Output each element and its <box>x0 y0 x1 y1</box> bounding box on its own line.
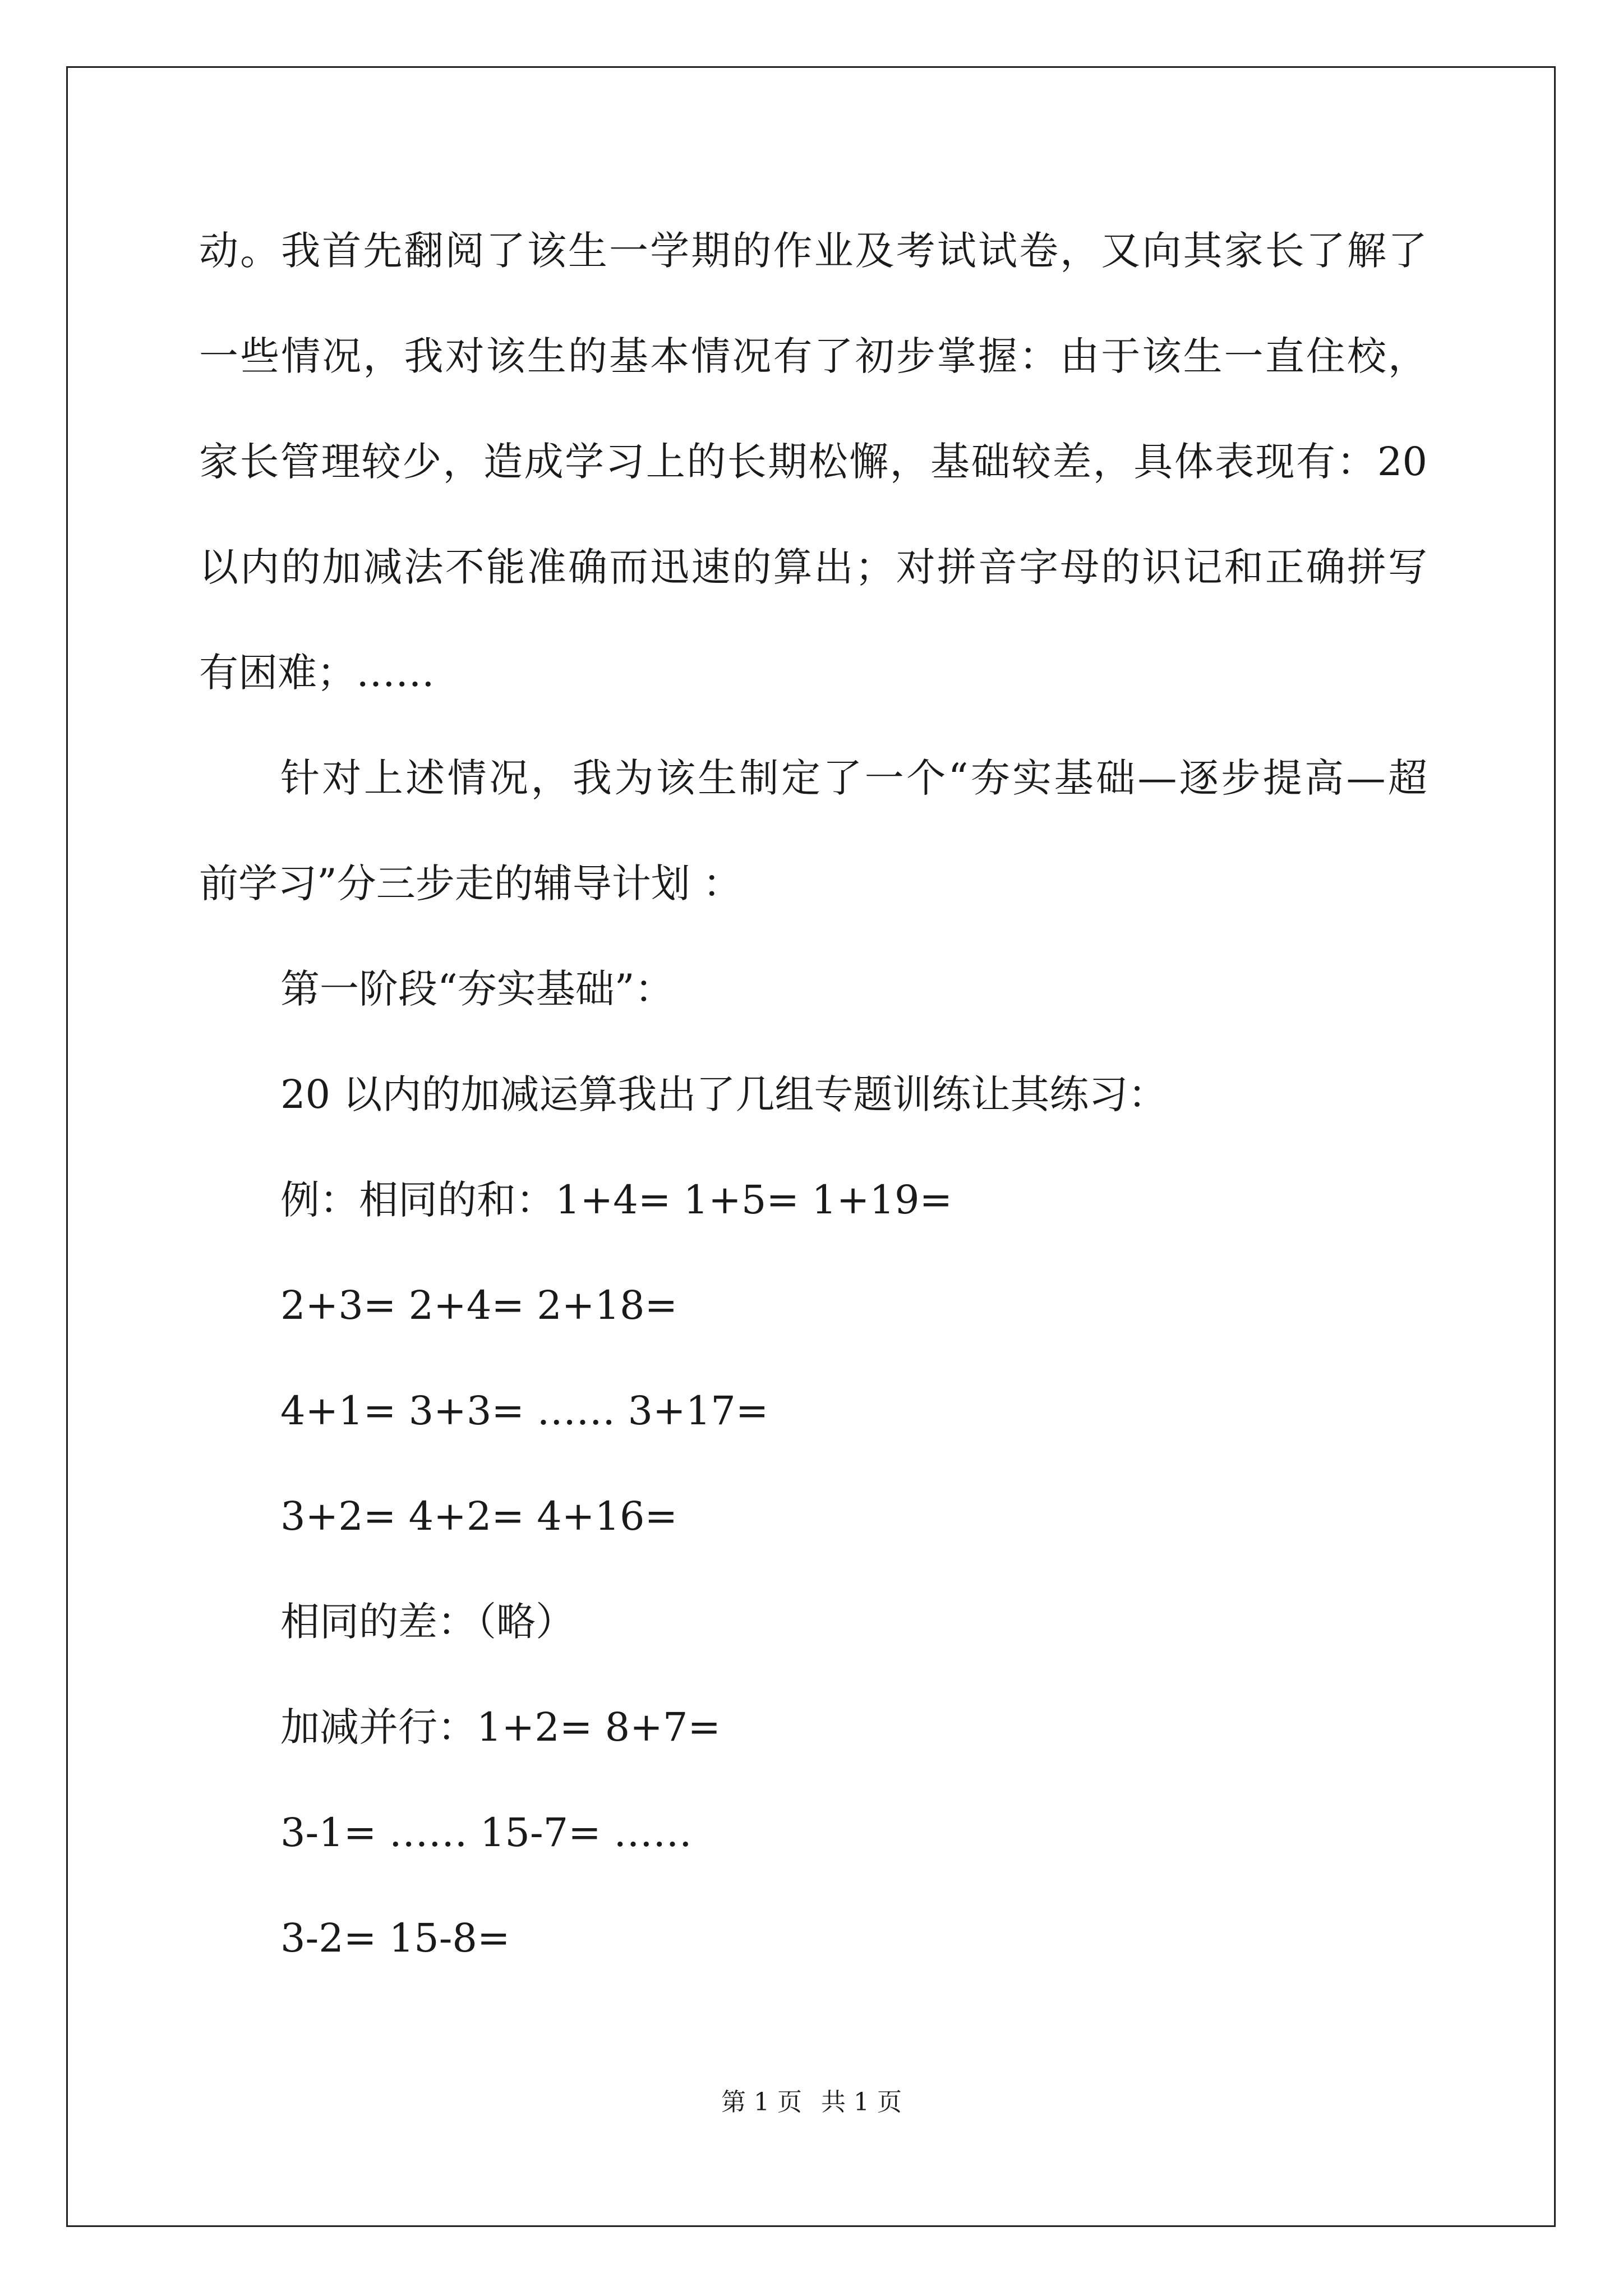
page-number: 第 1 页 <box>721 2088 802 2116</box>
paragraph-line-6: 针对上述情况，我为该生制定了一个“夯实基础—逐步提高—超 <box>280 755 1427 801</box>
paragraph-line-5: 有困难；…… <box>199 650 435 696</box>
exercise-line: 相同的差：（略） <box>280 1599 575 1645</box>
exercise-line: 3-2= 15-8= <box>280 1915 510 1961</box>
section-heading: 第一阶段“夯实基础”： <box>280 966 674 1012</box>
page-footer <box>0 2086 1623 2119</box>
exercise-line: 加减并行：1+2= 8+7= <box>280 1704 721 1750</box>
exercise-line: 3-1= …… 15-7= …… <box>280 1810 693 1856</box>
exercise-intro: 20 以内的加减运算我出了几组专题训练让其练习： <box>280 1071 1168 1117</box>
exercise-line: 3+2= 4+2= 4+16= <box>280 1493 678 1539</box>
page-total: 共 1 页 <box>821 2088 902 2116</box>
paragraph-line-4: 以内的加减法不能准确而迅速的算出；对拼音字母的识记和正确拼写 <box>199 544 1427 590</box>
paragraph-line-1: 动。我首先翻阅了该生一学期的作业及考试试卷，又向其家长了解了 <box>199 228 1427 274</box>
page-border <box>66 66 1556 2227</box>
exercise-line: 4+1= 3+3= …… 3+17= <box>280 1388 769 1434</box>
paragraph-line-2: 一些情况，我对该生的基本情况有了初步掌握：由于该生一直住校， <box>199 333 1427 379</box>
exercise-line: 例：相同的和：1+4= 1+5= 1+19= <box>280 1177 953 1223</box>
paragraph-line-3: 家长管理较少，造成学习上的长期松懈，基础较差，具体表现有：20 <box>199 439 1427 485</box>
exercise-line: 2+3= 2+4= 2+18= <box>280 1282 678 1328</box>
paragraph-line-7: 前学习”分三步走的辅导计划 ： <box>199 861 743 907</box>
